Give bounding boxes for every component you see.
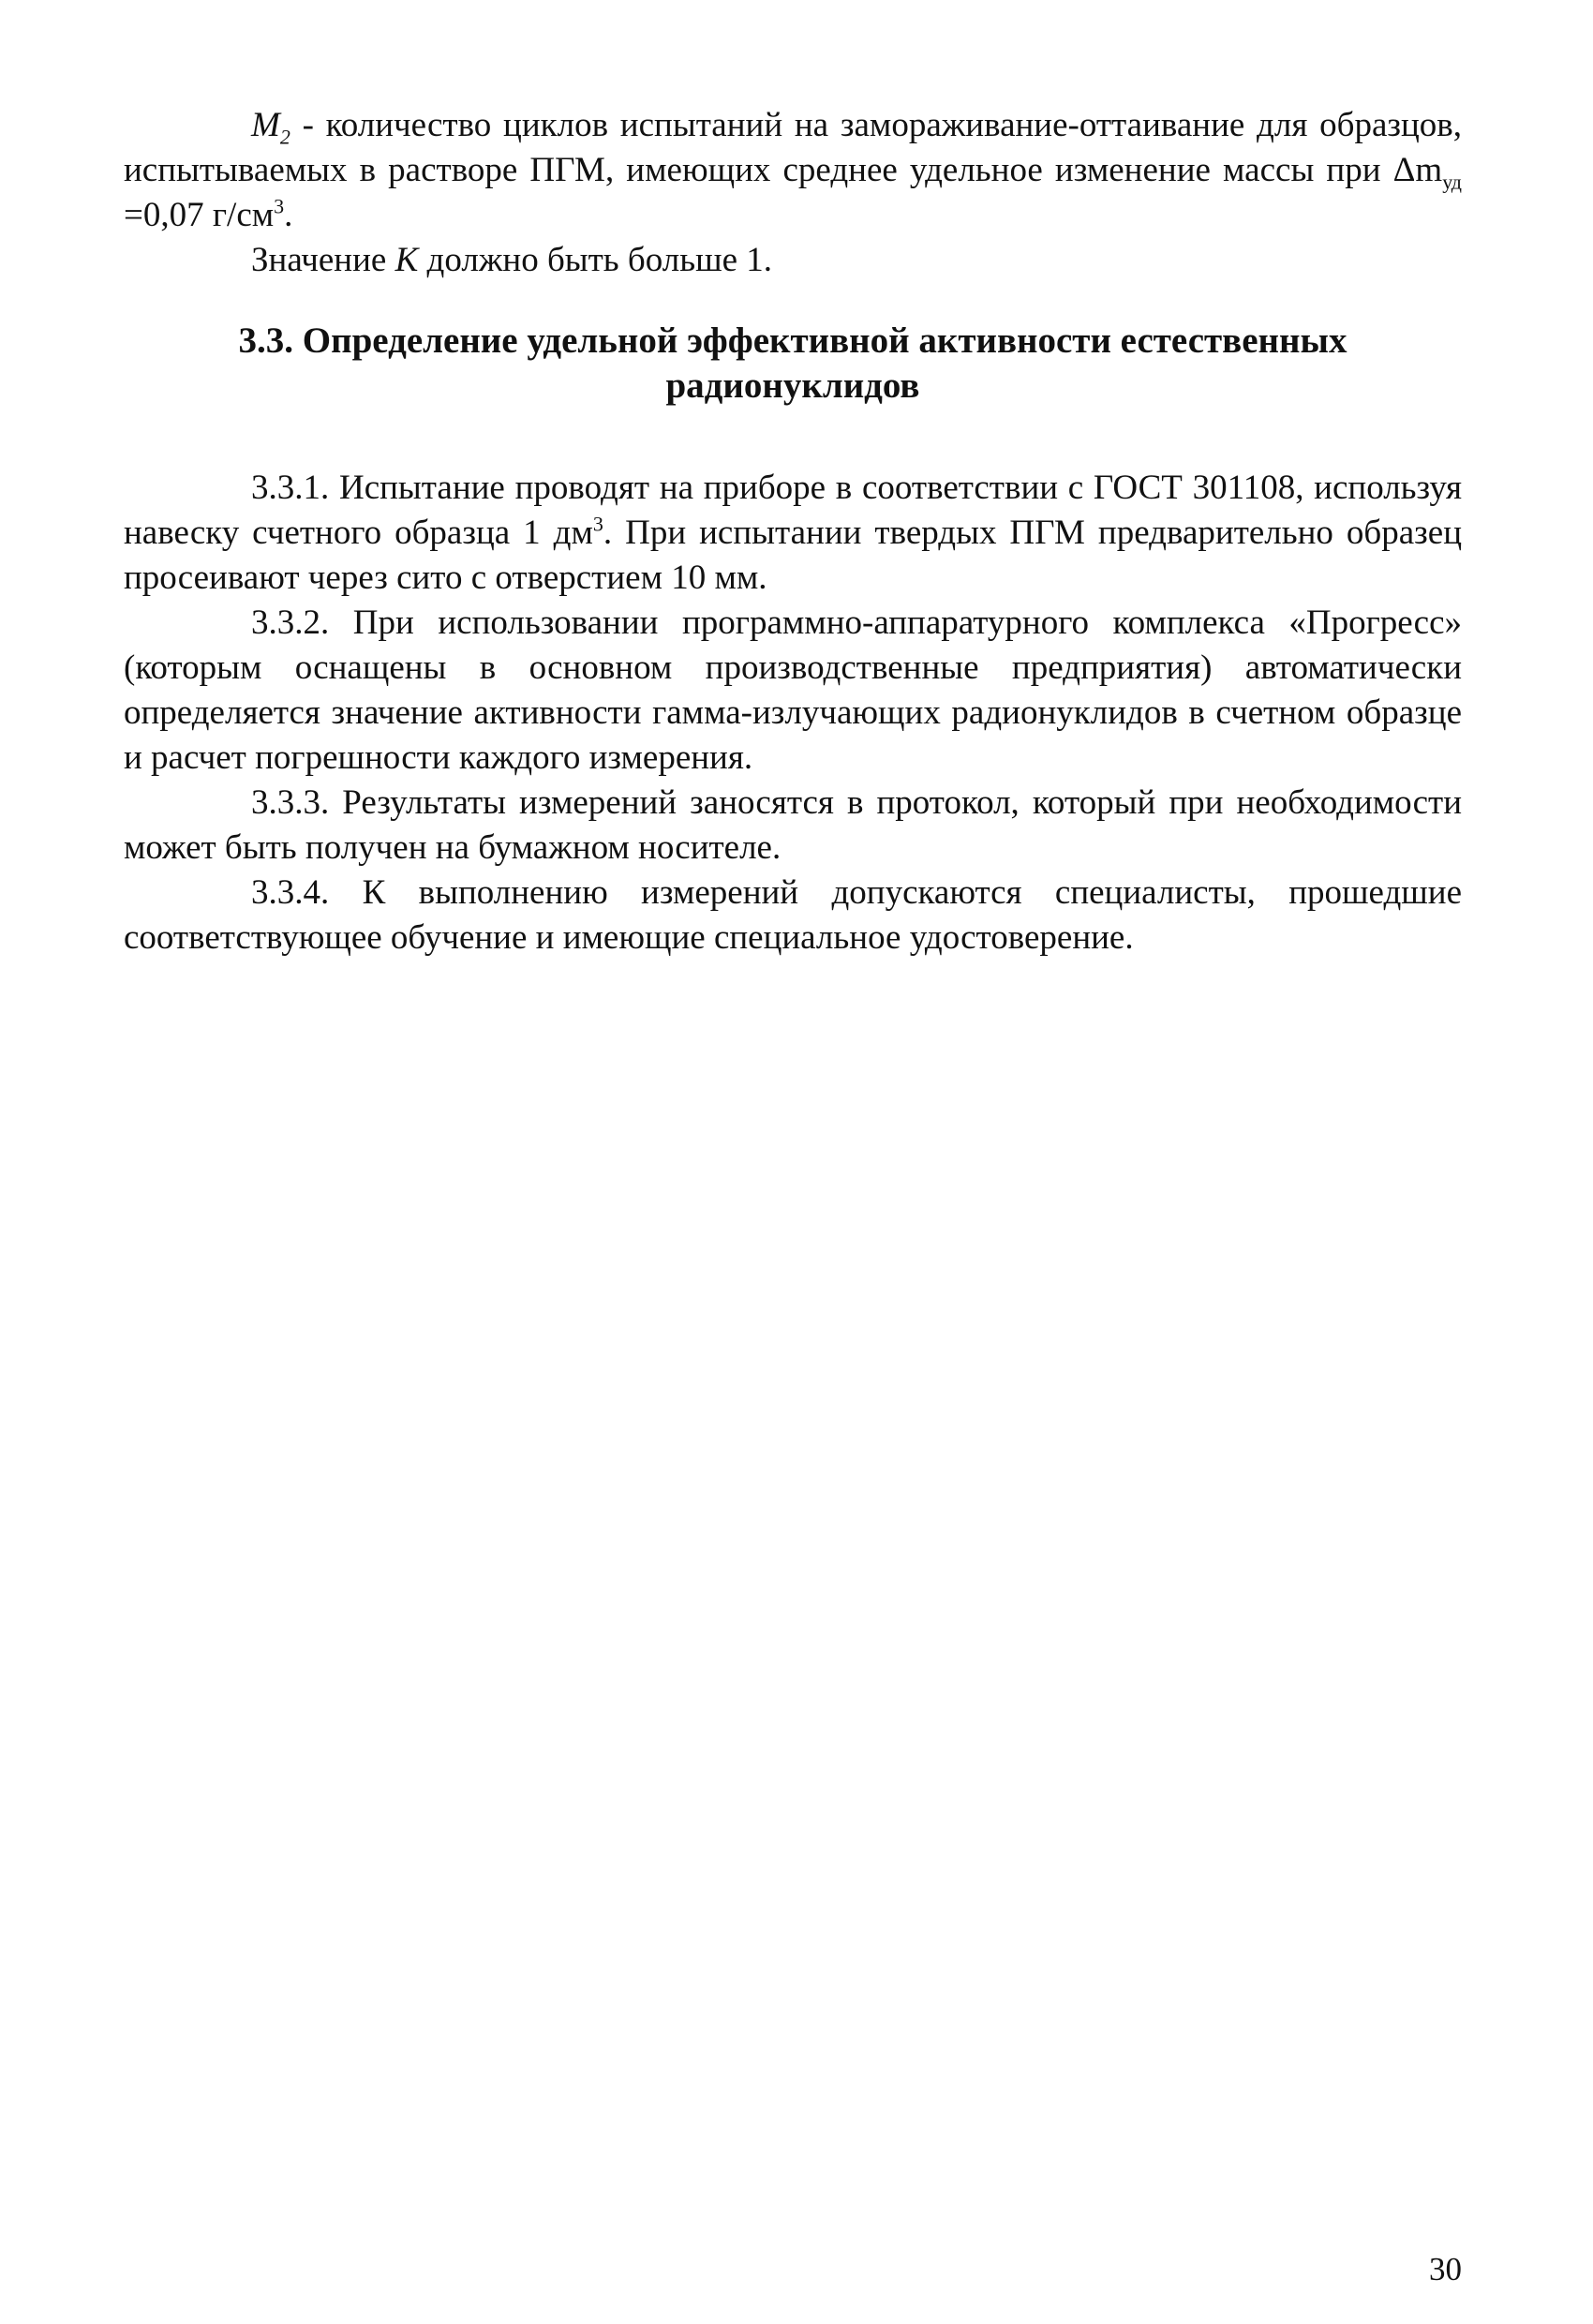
m2-text-subscript: уд — [1442, 170, 1462, 194]
m2-symbol: M — [251, 106, 280, 144]
m2-text-part-2: =0,07 г/см — [124, 196, 275, 234]
m2-text-part-1: - количество циклов испытаний на замораживание-оттаивание для образцов, испытываемых в растворе ПГМ, имеющих среднее удельное изменение массы при Δm — [124, 106, 1462, 189]
paragraph-3-3-1 — [124, 466, 1462, 601]
section-heading — [124, 319, 1462, 409]
k-text-part-2: должно быть больше 1. — [418, 241, 773, 279]
paragraph-3-3-3: 3.3.3. Результаты измерений заносятся в протокол, который при необходимости может быть получен на бумажном носителе. — [124, 783, 1462, 867]
k-text-part-1: Значение — [251, 241, 395, 279]
section-heading-line-1: 3.3. Определение удельной эффективной активности естественных — [238, 320, 1347, 361]
m2-text-part-3: . — [284, 196, 293, 234]
page-number: 30 — [1429, 2251, 1462, 2287]
paragraph-3-3-4: 3.3.4. К выполнению измерений допускаются специалисты, прошедшие соответствующее обучение и имеющие специальное удостоверение. — [124, 873, 1462, 957]
intro-block — [124, 103, 1462, 283]
k-symbol: K — [395, 241, 419, 279]
p1-superscript: 3 — [592, 512, 603, 536]
paragraph-3-3-2: 3.3.2. При использовании программно-аппаратурного комплекса «Прогресс» (которым оснащены в основном производственные предприятия) автоматически определяется значение активности гамма-излучающих радионуклидов в счетном образце и расчет погрешности каждого измерения. — [124, 603, 1462, 777]
p1-text-part-2: . При испытании твердых ПГМ предварительно образец просеивают через сито с отверстием 10 мм. — [124, 514, 1462, 597]
k-value-paragraph — [124, 238, 1462, 283]
section-body — [124, 466, 1462, 961]
m2-definition-paragraph — [124, 103, 1462, 238]
section-heading-line-2: радионуклидов — [665, 365, 920, 406]
p1-text-part-1: 3.3.1. Испытание проводят на приборе в соответствии с ГОСТ 301108, используя навеску счетного образца 1 дм — [124, 469, 1462, 552]
m2-subscript: 2 — [279, 125, 290, 149]
m2-text-superscript: 3 — [274, 194, 285, 218]
